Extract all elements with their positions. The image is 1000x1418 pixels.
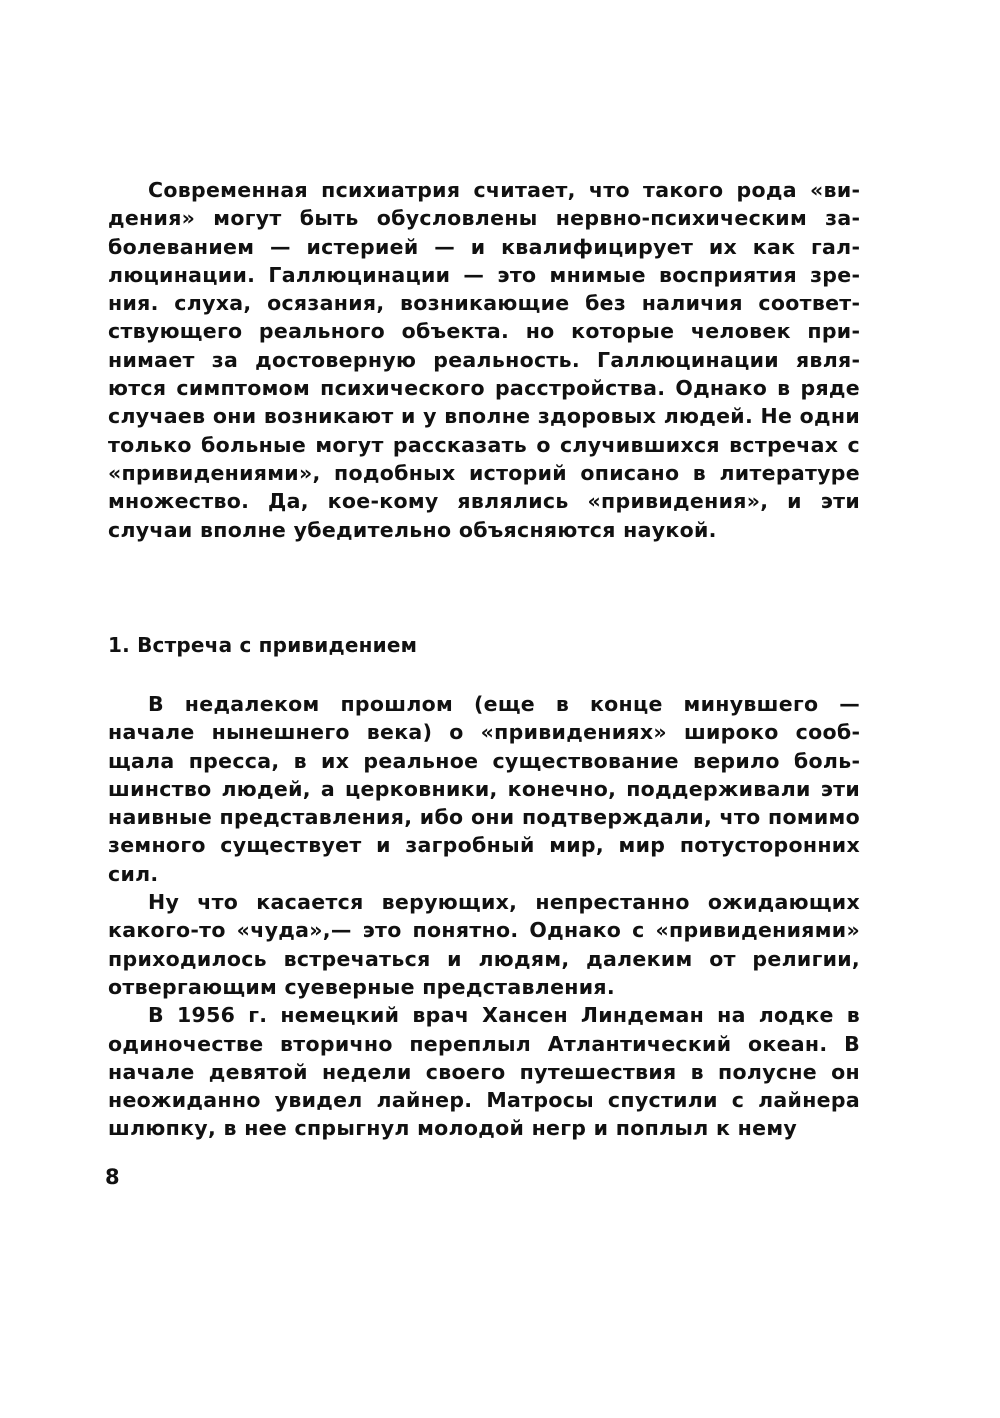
- section-paragraph-3: В 1956 г. немецкий врач Хансен Линдеман на лодке в одиночестве вторично переплыл Атлантический океан. В начале девятой недели своего путешествия в полусне он неожиданно увидел лайнер. Матросы спустили с лайнера шлюпку, в нее спрыгнул молодой негр и поплыл к нему: [108, 1003, 860, 1141]
- section-heading: 1. Встреча с привидением: [108, 633, 418, 657]
- intro-paragraph: Современная психиатрия считает, что такого рода «видения» могут быть обусловлены нервно-психическим заболеванием — истерией — и квалифицирует их как галлюцинации. Галлюцинации — это мнимые восприятия зрения. слуха, осязания, возникающие без наличия соответствующего реального объекта. но которые человек принимает за достоверную реальность. Галлюцинации являются симптомом психического расстройства. Однако в ряде случаев они возникают и у вполне здоровых людей. Не одни только больные могут рассказать о случившихся встречах с «привидениями», подобных историй описано в литературе множество. Да, кое-кому являлись «привидения», и эти случаи вполне убедительно объясняются наукой.: [108, 178, 860, 542]
- page-number: 8: [105, 1165, 120, 1189]
- section-text-block: [108, 690, 860, 1143]
- section-paragraph-1: В недалеком прошлом (еще в конце минувшего — начале нынешнего века) о «привидениях» широко сообщала пресса, в их реальное существование верило большинство людей, а церковники, конечно, поддерживали эти наивные представления, ибо они подтверждали, что помимо земного существует и загробный мир, мир потусторонних сил.: [108, 692, 860, 886]
- intro-text-block: [108, 176, 860, 544]
- section-paragraph-2: Ну что касается верующих, непрестанно ожидающих какого-то «чуда»,— это понятно. Однако с «привидениями» приходилось встречаться и людям, далеким от религии, отвергающим суеверные представления.: [108, 890, 860, 999]
